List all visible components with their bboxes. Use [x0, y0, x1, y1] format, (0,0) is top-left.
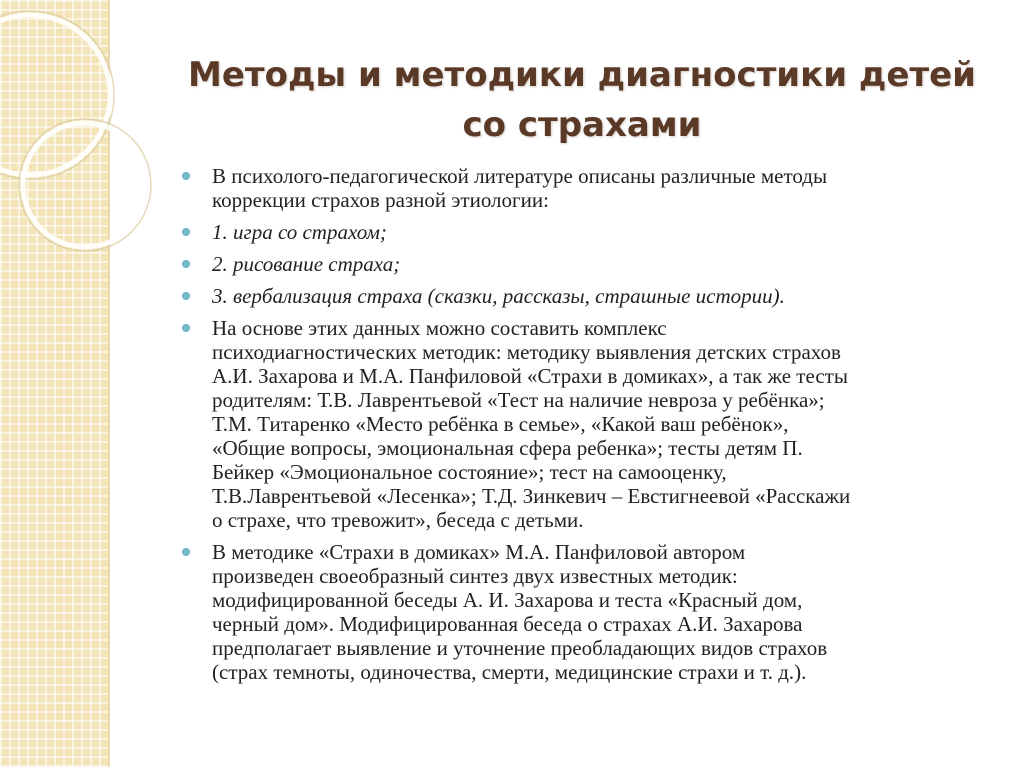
- text-line: о страхе, что тревожит», беседа с детьми.: [212, 508, 584, 532]
- text-line: А.И. Захарова и М.А. Панфиловой «Страхи в домиках», а так же тесты: [212, 364, 848, 388]
- text-line: Т.М. Титаренко «Место ребёнка в семье», «Какой ваш ребёнок»,: [212, 412, 789, 436]
- text-line: 3. вербализация страха (сказки, рассказы, страшные истории).: [212, 284, 785, 308]
- bullet-dot-icon: [182, 324, 190, 332]
- bullet-text: [212, 252, 1000, 276]
- text-line: Бейкер «Эмоциональное состояние»; тест на самооценку,: [212, 460, 727, 484]
- text-line: предполагает выявление и уточнение преобладающих видов страхов: [212, 636, 828, 660]
- bullet-text: [212, 220, 1000, 244]
- text-line: 1. игра со страхом;: [212, 220, 387, 244]
- text-line: 2. рисование страха;: [212, 252, 401, 276]
- decorative-ring-inner: [23, 123, 147, 247]
- text-line: Т.В.Лаврентьевой «Лесенка»; Т.Д. Зинкевич – Евстигнеевой «Расскажи: [212, 484, 851, 508]
- bullet-dot-icon: [182, 172, 190, 180]
- page-title: [140, 50, 1024, 150]
- bullet-item-method-3: [180, 284, 1000, 308]
- text-line: коррекции страхов разной этиологии:: [212, 188, 549, 212]
- page-title-line-1: Методы и методики диагностики детей: [188, 55, 976, 95]
- text-line: На основе этих данных можно составить комплекс: [212, 316, 667, 340]
- bullet-list: [180, 164, 1000, 692]
- text-line: (страх темноты, одиночества, смерти, медицинские страхи и т. д.).: [212, 660, 807, 684]
- bullet-item-houses-method: [180, 540, 1000, 684]
- bullet-item-method-2: [180, 252, 1000, 276]
- bullet-dot-icon: [182, 548, 190, 556]
- bullet-text: [212, 316, 1000, 532]
- decorative-rings: [0, 0, 160, 260]
- text-line: В психолого-педагогической литературе описаны различные методы: [212, 164, 828, 188]
- text-line: родителям: Т.В. Лаврентьевой «Тест на наличие невроза у ребёнка»;: [212, 388, 825, 412]
- bullet-dot-icon: [182, 292, 190, 300]
- bullet-item-method-1: [180, 220, 1000, 244]
- text-line: черный дом». Модифицированная беседа о страхах А.И. Захарова: [212, 612, 803, 636]
- bullet-text: [212, 284, 1000, 308]
- page-title-line-2: со страхами: [462, 105, 702, 145]
- text-line: психодиагностических методик: методику выявления детских страхов: [212, 340, 841, 364]
- decorative-ring-inner-shadow: [19, 119, 151, 251]
- bullet-item-intro: [180, 164, 1000, 212]
- text-line: произведен своеобразный синтез двух известных методик:: [212, 564, 738, 588]
- bullet-text: [212, 540, 1000, 684]
- bullet-item-complex: [180, 316, 1000, 532]
- text-line: модифицированной беседы А. И. Захарова и теста «Красный дом,: [212, 588, 803, 612]
- bullet-dot-icon: [182, 228, 190, 236]
- bullet-text: [212, 164, 1000, 212]
- text-line: В методике «Страхи в домиках» М.А. Панфиловой автором: [212, 540, 746, 564]
- decorative-ring-outer-shadow: [0, 11, 114, 179]
- text-line: «Общие вопросы, эмоциональная сфера ребенка»; тесты детям П.: [212, 436, 803, 460]
- bullet-dot-icon: [182, 260, 190, 268]
